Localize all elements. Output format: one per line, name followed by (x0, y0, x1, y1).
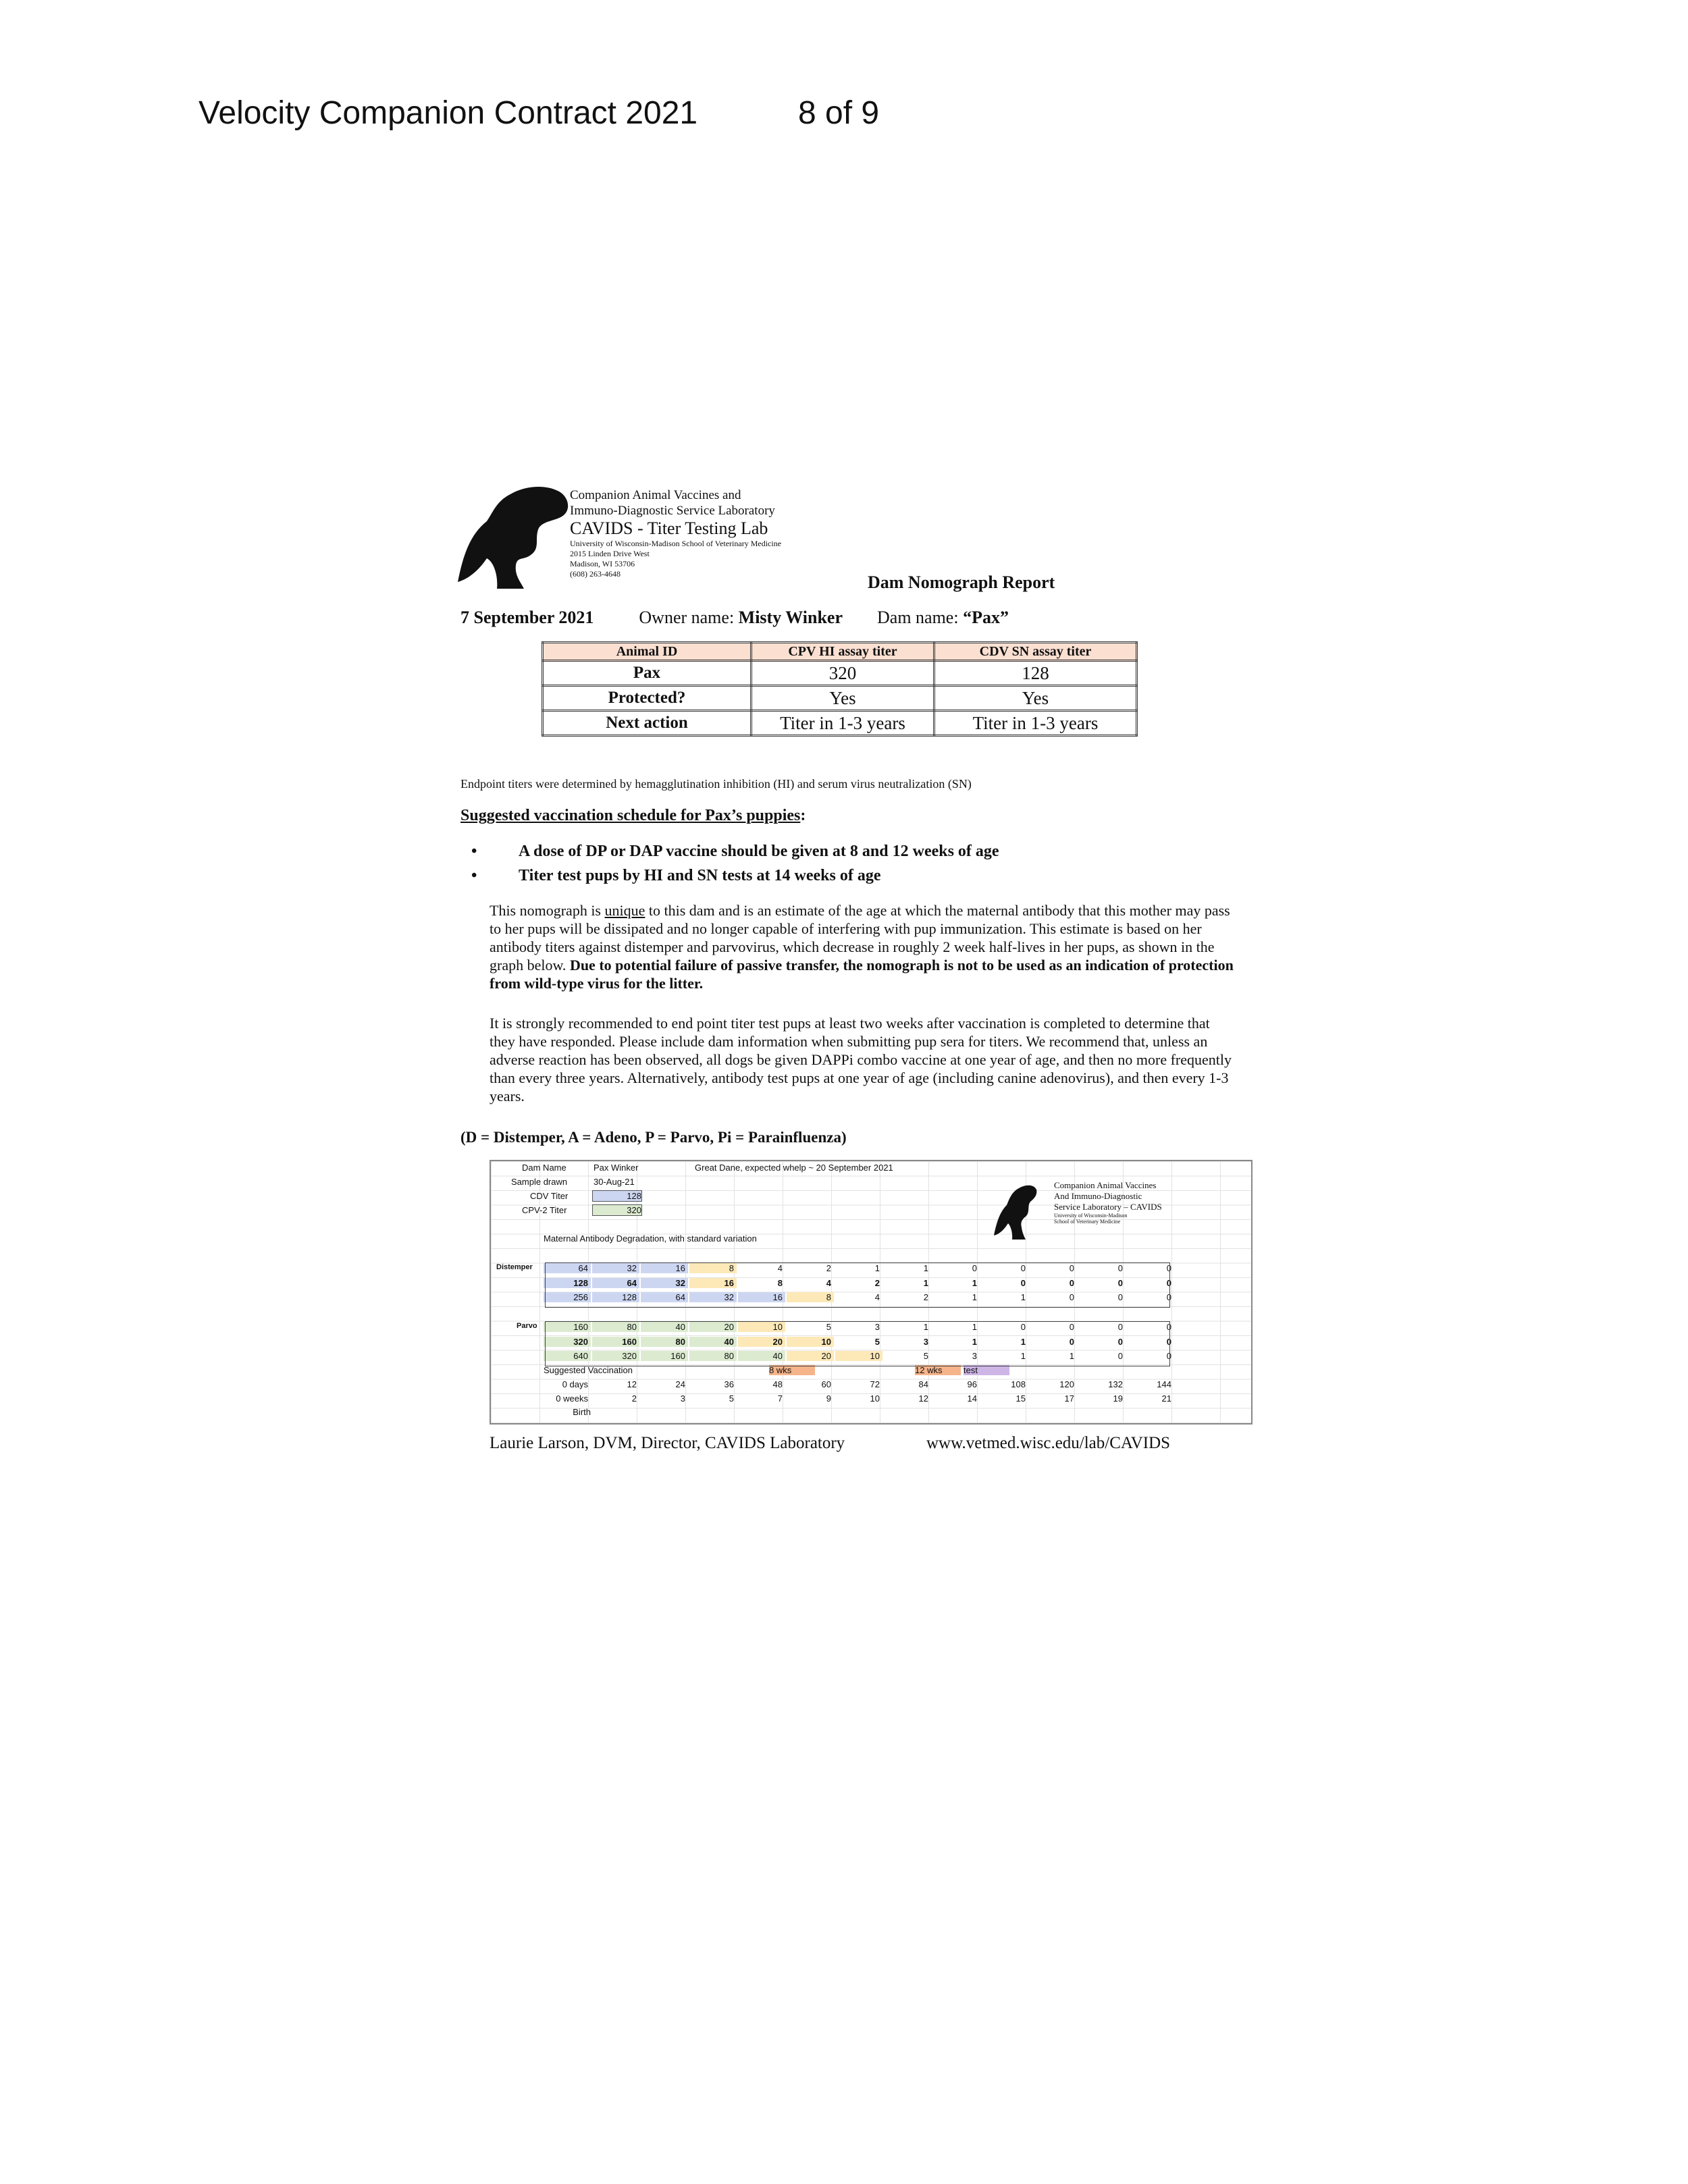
list-item-text: Titer test pups by HI and SN tests at 14 weeks of age (519, 867, 881, 884)
distemper-cell: 0 (1117, 1263, 1123, 1273)
parvo-cell: 1 (972, 1322, 977, 1332)
age-days-cell: 12 (627, 1379, 637, 1389)
para-text: to this dam and is an estimate of the age at which the maternal antibody that this mother may pass to her pups will be dissipated and no longer capable of interfering with pup immunization. This estimate is based on her antibody titers against distemper and parvovirus, which decrease in roughly 2 week half-lives in her pups, as shown in the graph below. (490, 902, 1230, 974)
age-days-cell: 0 days (562, 1379, 588, 1389)
para-warning: Due to potential failure of passive transfer, the nomograph is not to be used as an indication of protection from wild-type virus for the litter. (490, 957, 1234, 992)
list-item (460, 839, 999, 863)
schedule-title-text: Suggested vaccination schedule for Pax’s puppies (460, 807, 801, 824)
parvo-cell: 20 (787, 1351, 834, 1361)
lab-city: Madison, WI 53706 (570, 559, 635, 568)
parvo-cell: 1 (1020, 1351, 1026, 1361)
para-emphasis: unique (604, 902, 645, 919)
parvo-cell: 0 (1020, 1322, 1026, 1332)
parvo-cell: 160 (592, 1337, 639, 1347)
cpv-titer-label: CPV-2 Titer (522, 1205, 567, 1215)
age-days-cell: 36 (724, 1379, 734, 1389)
age-days-cell: 120 (1059, 1379, 1074, 1389)
titer-band-box (545, 1262, 1170, 1308)
distemper-cell: 32 (641, 1278, 688, 1288)
distemper-cell: 0 (1069, 1277, 1074, 1288)
parvo-cell: 1 (923, 1322, 928, 1332)
lab-phone: (608) 263-4648 (570, 569, 621, 579)
distemper-cell: 0 (972, 1263, 977, 1273)
parvo-cell: 0 (1166, 1322, 1171, 1332)
parvo-cell: 80 (689, 1351, 737, 1361)
age-days-cell: 96 (967, 1379, 977, 1389)
row-label: Protected? (543, 686, 751, 711)
col-header: CDV SN assay titer (934, 643, 1137, 661)
cdv-titer-value: 128 (592, 1190, 642, 1202)
age-weeks-cell: 14 (967, 1393, 977, 1404)
age-weeks-cell: 12 (918, 1393, 928, 1404)
parvo-cell: 1 (1020, 1336, 1026, 1347)
parvo-cell: 3 (923, 1336, 928, 1347)
cdv-titer-label: CDV Titer (530, 1191, 569, 1201)
lab-name-line2: Immuno-Diagnostic Service Laboratory (570, 504, 775, 518)
sample-label: Sample drawn (511, 1177, 568, 1187)
table-cell: Titer in 1-3 years (751, 711, 934, 736)
row-label: Next action (543, 711, 751, 736)
parvo-cell: 5 (923, 1351, 928, 1361)
dam-name: “Pax” (963, 608, 1009, 627)
table-cell: Titer in 1-3 years (934, 711, 1137, 736)
vaccination-marker: 8 wks (769, 1365, 815, 1375)
nomo-lab-line3: Service Laboratory – CAVIDS (1054, 1202, 1162, 1212)
parvo-cell: 20 (689, 1322, 737, 1332)
report-date: 7 September 2021 (460, 608, 594, 627)
breed-note: Great Dane, expected whelp ~ 20 September 2021 (695, 1163, 893, 1173)
lab-name-line1: Companion Animal Vaccines and (570, 488, 741, 502)
age-days-cell: 84 (918, 1379, 928, 1389)
age-days-cell: 60 (821, 1379, 831, 1389)
page-number: 8 of 9 (798, 95, 880, 131)
parvo-cell: 3 (972, 1351, 977, 1361)
parvo-cell: 5 (826, 1322, 831, 1332)
distemper-cell: 8 (777, 1277, 783, 1288)
parvo-cell: 0 (1117, 1351, 1123, 1361)
distemper-cell: 16 (738, 1292, 785, 1302)
schedule-title-colon: : (800, 807, 806, 824)
titer-table (542, 641, 1138, 737)
age-days-cell: 132 (1108, 1379, 1123, 1389)
distemper-cell: 8 (689, 1263, 737, 1273)
distemper-label: Distemper (496, 1263, 533, 1271)
distemper-cell: 128 (592, 1292, 639, 1302)
distemper-cell: 128 (544, 1278, 591, 1288)
distemper-cell: 0 (1069, 1263, 1074, 1273)
row-label: Pax (543, 661, 751, 686)
nomo-lab-line4: University of Wisconsin-Madison (1054, 1213, 1128, 1219)
table-cell: 128 (934, 661, 1137, 686)
schedule-title (460, 807, 806, 825)
age-days-cell: 48 (772, 1379, 783, 1389)
table-row (543, 711, 1137, 736)
great-dane-logo (456, 481, 571, 589)
distemper-cell: 0 (1166, 1263, 1171, 1273)
distemper-cell: 2 (923, 1292, 928, 1302)
nomo-lab-line1: Companion Animal Vaccines (1054, 1180, 1157, 1190)
parvo-cell: 0 (1117, 1336, 1123, 1347)
parvo-cell: 10 (835, 1351, 882, 1361)
parvo-cell: 160 (641, 1351, 688, 1361)
distemper-cell: 0 (1020, 1263, 1026, 1273)
distemper-cell: 4 (826, 1277, 831, 1288)
distemper-cell: 64 (592, 1278, 639, 1288)
age-weeks-cell: 3 (680, 1393, 685, 1404)
distemper-cell: 1 (923, 1263, 928, 1273)
parvo-cell: 80 (641, 1337, 688, 1347)
age-days-cell: 24 (675, 1379, 685, 1389)
nomograph-explanation (490, 901, 1239, 992)
distemper-cell: 32 (689, 1292, 737, 1302)
birth-label: Birth (573, 1407, 591, 1417)
para-text: This nomograph is (490, 902, 605, 919)
list-item-text: A dose of DP or DAP vaccine should be given at 8 and 12 weeks of age (519, 843, 999, 860)
report-title: Dam Nomograph Report (868, 572, 1055, 592)
lab-address: 2015 Linden Drive West (570, 549, 650, 558)
table-cell: Yes (751, 686, 934, 711)
distemper-cell: 8 (787, 1292, 834, 1302)
parvo-cell: 40 (689, 1337, 737, 1347)
parvo-cell: 40 (641, 1322, 688, 1332)
parvo-cell: 20 (738, 1337, 785, 1347)
footer-director: Laurie Larson, DVM, Director, CAVIDS Laboratory (490, 1434, 845, 1452)
distemper-cell: 16 (641, 1263, 688, 1273)
schedule-list (460, 839, 999, 888)
parvo-cell: 80 (592, 1322, 639, 1332)
parvo-cell: 0 (1166, 1351, 1171, 1361)
nomo-lab-line2: And Immuno-Diagnostic (1054, 1191, 1142, 1201)
parvo-cell: 640 (544, 1351, 591, 1361)
distemper-cell: 1 (1020, 1292, 1026, 1302)
parvo-cell: 40 (738, 1351, 785, 1361)
nomograph-lab-name (1054, 1180, 1162, 1225)
distemper-cell: 256 (544, 1292, 591, 1302)
col-header: Animal ID (543, 643, 751, 661)
dam-name-value: Pax Winker (594, 1163, 639, 1173)
age-weeks-cell: 5 (729, 1393, 734, 1404)
distemper-cell: 1 (874, 1263, 880, 1273)
table-row (543, 661, 1137, 686)
nomograph-sheet (490, 1160, 1252, 1424)
table-header-row (543, 643, 1137, 661)
table-cell: Yes (934, 686, 1137, 711)
bullet-icon: • (471, 867, 477, 884)
lab-letterhead (570, 487, 781, 579)
table-row (543, 686, 1137, 711)
cpv-titer-value: 320 (592, 1204, 642, 1216)
parvo-cell: 5 (874, 1336, 880, 1347)
parvo-cell: 10 (787, 1337, 834, 1347)
distemper-cell: 0 (1069, 1292, 1074, 1302)
age-weeks-cell: 7 (777, 1393, 783, 1404)
table-cell: 320 (751, 661, 934, 686)
parvo-cell: 0 (1069, 1336, 1074, 1347)
age-weeks-cell: 9 (826, 1393, 831, 1404)
distemper-cell: 0 (1020, 1277, 1026, 1288)
distemper-cell: 64 (544, 1263, 591, 1273)
parvo-cell: 160 (544, 1322, 591, 1332)
vaccination-marker: 12 wks (915, 1365, 961, 1375)
age-days-cell: 72 (870, 1379, 880, 1389)
parvo-cell: 0 (1069, 1322, 1074, 1332)
distemper-cell: 2 (874, 1277, 880, 1288)
distemper-cell: 4 (777, 1263, 783, 1273)
distemper-cell: 0 (1117, 1292, 1123, 1302)
distemper-cell: 2 (826, 1263, 831, 1273)
distemper-cell: 0 (1166, 1277, 1171, 1288)
parvo-cell: 1 (1069, 1351, 1074, 1361)
parvo-cell: 0 (1117, 1322, 1123, 1332)
distemper-cell: 1 (923, 1277, 928, 1288)
report-meta (460, 608, 1009, 628)
age-weeks-cell: 17 (1064, 1393, 1074, 1404)
age-weeks-cell: 10 (870, 1393, 880, 1404)
age-weeks-cell: 19 (1113, 1393, 1123, 1404)
dam-label: Dam name: (877, 608, 959, 627)
suggested-vaccination-label: Suggested Vaccination (544, 1365, 633, 1375)
parvo-cell: 0 (1166, 1336, 1171, 1347)
dam-name-label: Dam Name (522, 1163, 566, 1173)
page-header-title: Velocity Companion Contract 2021 (199, 95, 698, 131)
col-header: CPV HI assay titer (751, 643, 934, 661)
distemper-cell: 0 (1117, 1277, 1123, 1288)
owner-label: Owner name: (639, 608, 735, 627)
age-days-cell: 108 (1011, 1379, 1026, 1389)
parvo-cell: 3 (874, 1322, 880, 1332)
age-weeks-cell: 0 weeks (556, 1393, 588, 1404)
distemper-cell: 16 (689, 1278, 737, 1288)
titer-band-box (545, 1321, 1170, 1366)
distemper-cell: 64 (641, 1292, 688, 1302)
lab-university: University of Wisconsin-Madison School of Veterinary Medicine (570, 539, 782, 548)
age-weeks-cell: 15 (1016, 1393, 1026, 1404)
distemper-cell: 32 (592, 1263, 639, 1273)
recommendation-paragraph: It is strongly recommended to end point titer test pups at least two weeks after vaccination is completed to determine that they have responded. Please include dam information when submitting pup sera for titers. We recommend that, unless an adverse reaction has been observed, all dogs be given DAPPi combo vaccine at one year of age, and then no more frequently than every three years. Alternatively, antibody test pups at one year of age (including canine adenovirus), and then every 1-3 years. (490, 1015, 1232, 1104)
parvo-cell: 1 (972, 1336, 977, 1347)
great-dane-logo-small (993, 1181, 1038, 1240)
parvo-label: Parvo (517, 1322, 537, 1330)
owner-name: Misty Winker (738, 608, 843, 627)
lab-name-line3: CAVIDS - Titer Testing Lab (570, 518, 768, 538)
degradation-label: Maternal Antibody Degradation, with standard variation (544, 1233, 757, 1244)
abbreviation-key: (D = Distemper, A = Adeno, P = Parvo, Pi = Parainfluenza) (460, 1129, 847, 1146)
vaccination-marker: test (964, 1365, 1009, 1375)
age-weeks-cell: 21 (1161, 1393, 1171, 1404)
parvo-cell: 10 (738, 1322, 785, 1332)
list-item (460, 863, 999, 888)
age-days-cell: 144 (1157, 1379, 1171, 1389)
parvo-cell: 320 (592, 1351, 639, 1361)
distemper-cell: 0 (1166, 1292, 1171, 1302)
age-weeks-cell: 2 (631, 1393, 637, 1404)
sample-value: 30-Aug-21 (594, 1177, 635, 1187)
bullet-icon: • (471, 843, 477, 860)
distemper-cell: 1 (972, 1292, 977, 1302)
distemper-cell: 1 (972, 1277, 977, 1288)
footer-url: www.vetmed.wisc.edu/lab/CAVIDS (926, 1434, 1171, 1452)
nomo-lab-line5: School of Veterinary Medicine (1054, 1219, 1121, 1225)
distemper-cell: 4 (874, 1292, 880, 1302)
parvo-cell: 320 (544, 1337, 591, 1347)
endpoint-note: Endpoint titers were determined by hemagglutination inhibition (HI) and serum virus neutralization (SN) (460, 777, 972, 791)
